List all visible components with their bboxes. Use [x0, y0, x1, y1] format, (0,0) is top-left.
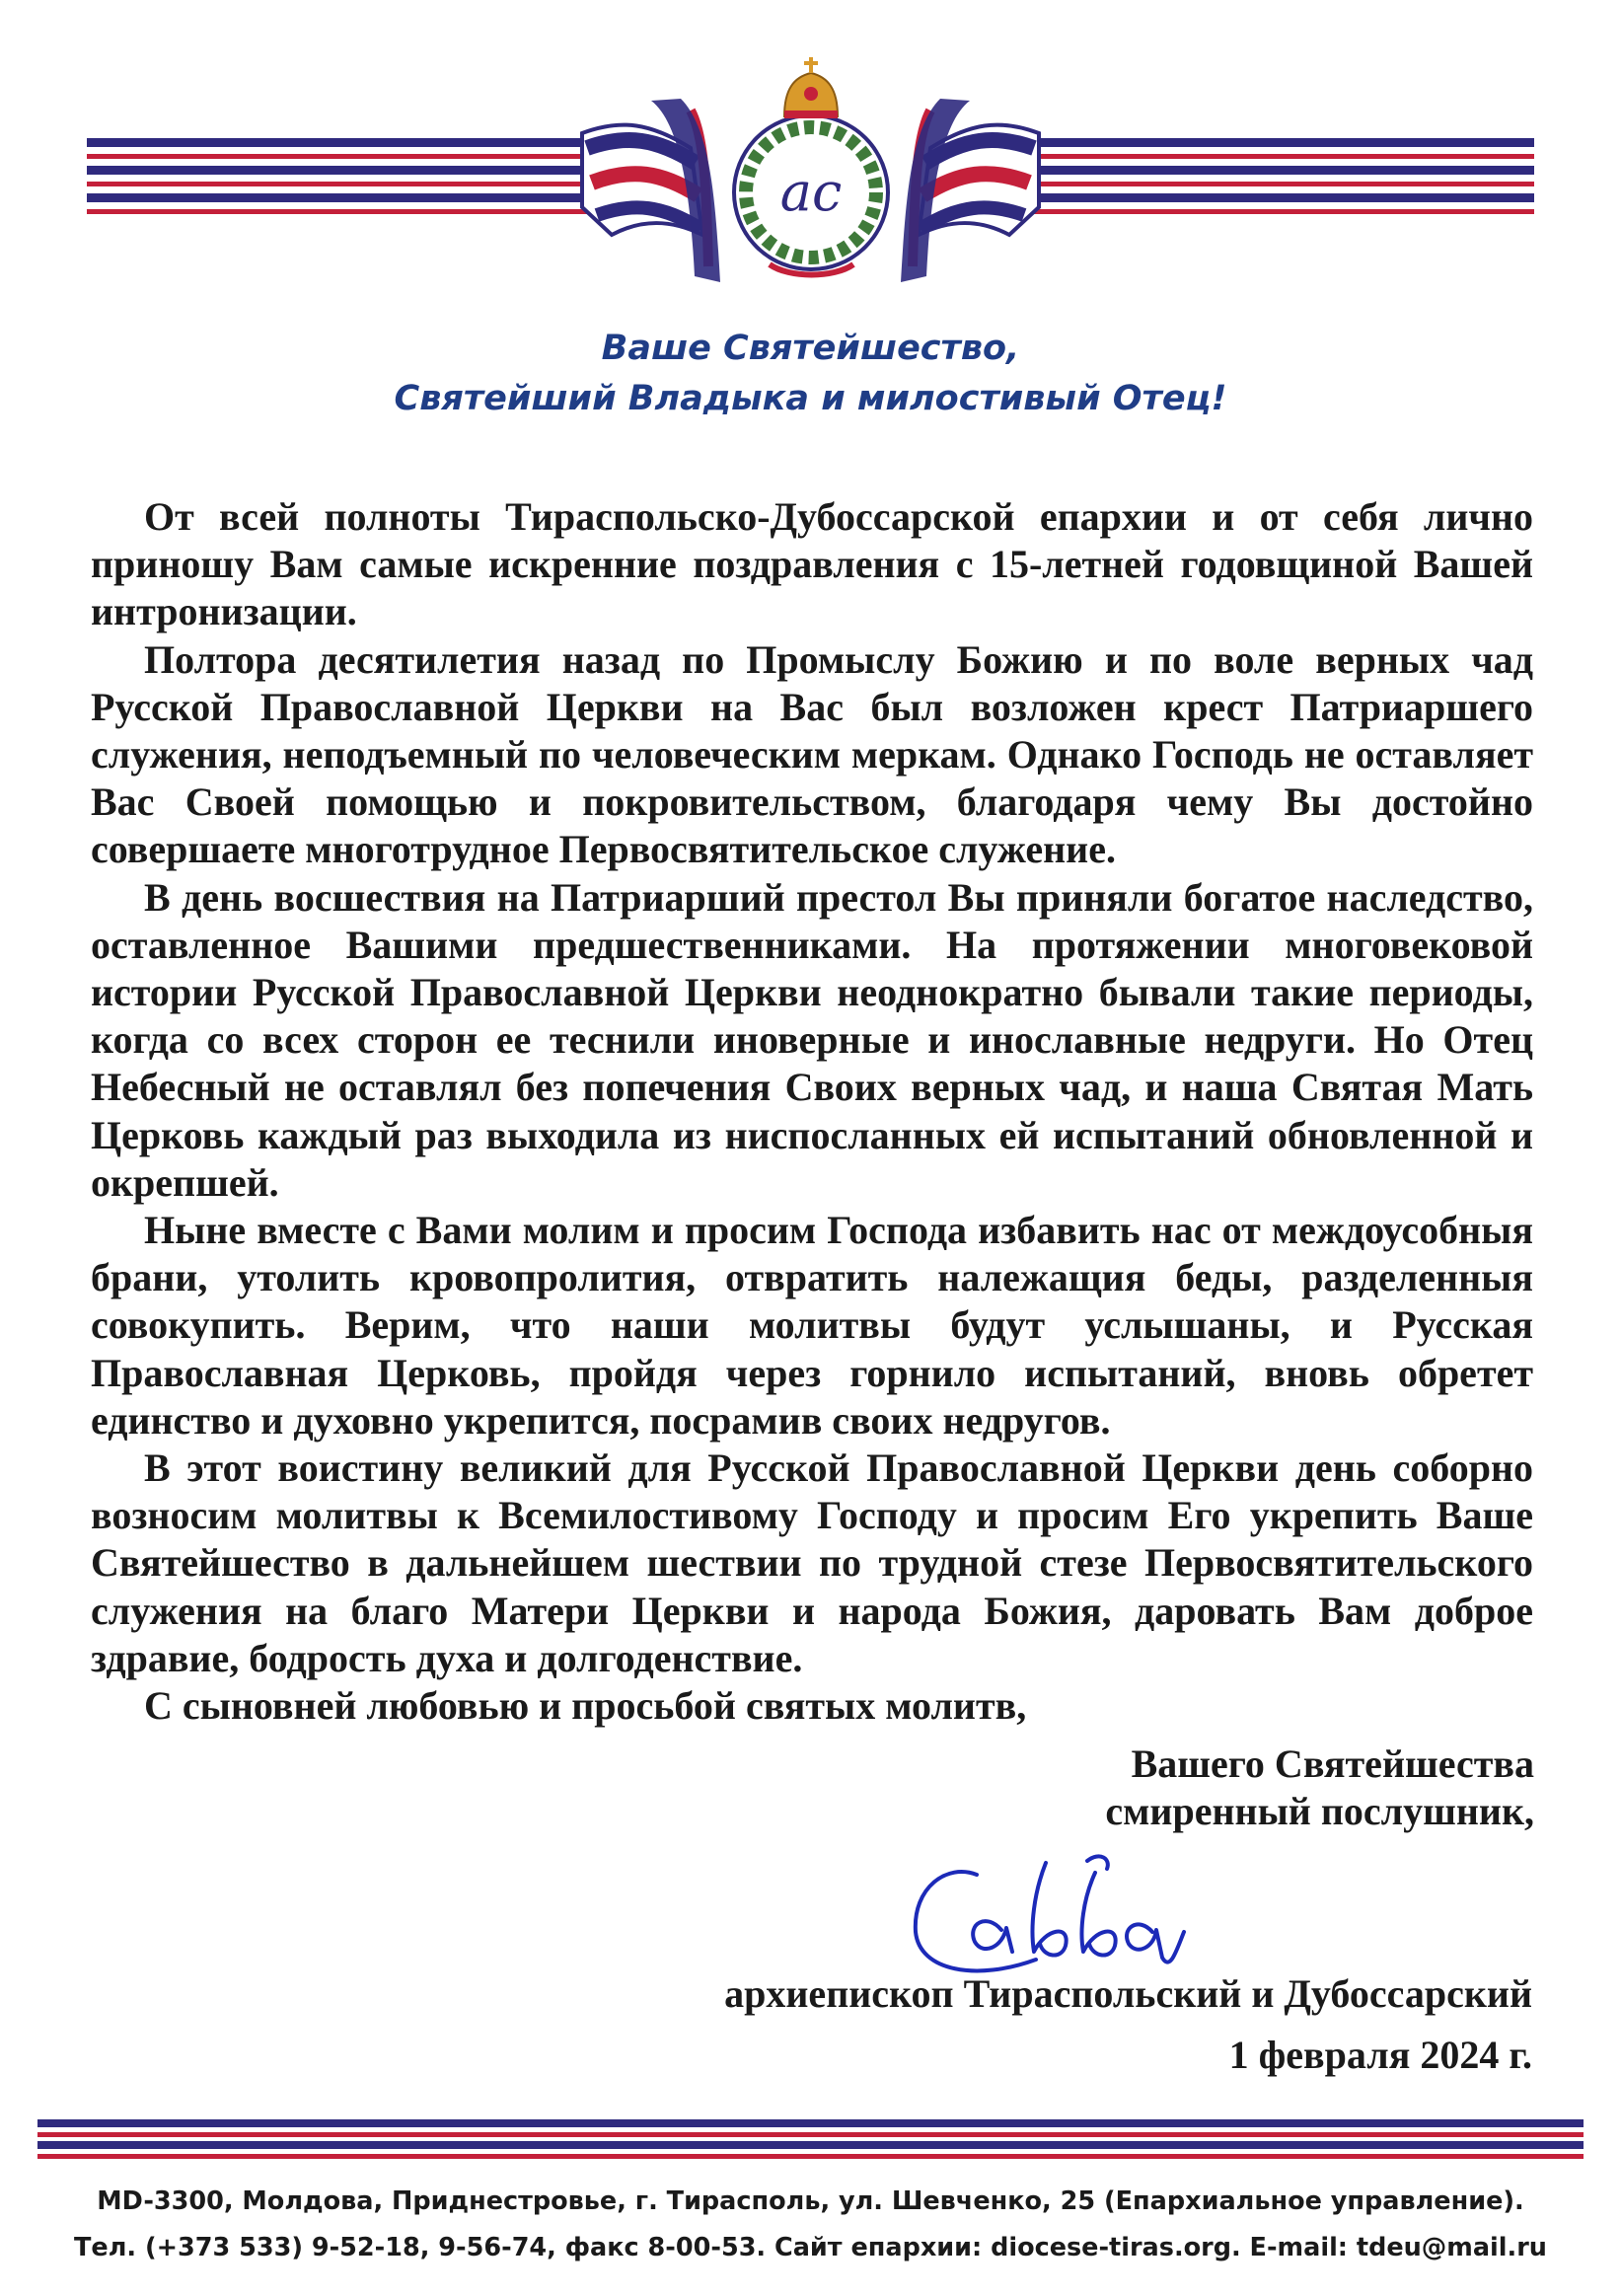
header-stripes-right — [1021, 138, 1534, 214]
paragraph-inheritance: В день восшествия на Патриарший престол Вы приняли богатое наследство, оставленное Вашими предшественниками. На протяжении многовековой истории Русской Православной Церкви неоднократно бывали такие периоды, когда со всех сторон ее теснили иноверные и инославные недруги. Но Отец Небесный не оставлял без попечения Своих верных чад, и наша Святая Мать Церковь каждый раз выходила из ниспосланных ей испытаний обновленной и окрепшей. — [91, 874, 1533, 1205]
closing-formula — [1105, 1741, 1534, 1835]
ribbon-right — [901, 99, 1039, 282]
mitre-icon — [784, 57, 838, 118]
header-stripes-left — [87, 138, 600, 214]
ribbon-left — [582, 99, 720, 282]
footer-stripes — [0, 2119, 1621, 2161]
footer-contacts: Тел. (+373 533) 9-52-18, 9-56-74, факс 8-00-53. Сайт епархии: diocese-tiras.org. E-mail: tdeu@mail.ru — [74, 2233, 1547, 2262]
paragraph-farewell: С сыновней любовью и просьбой святых молитв, — [144, 1683, 1027, 1729]
salutation-line-1: Ваше Святейшество, — [601, 329, 1020, 368]
paragraph-prayer: Ныне вместе с Вами молим и просим Господа избавить нас от междоусобныя брани, утолить кровопролития, отвратить належащия беды, разделенныя совокупить. Верим, что наши молитвы будут услышаны, и Русская Православная Церковь, пройдя через горнило испытаний, вновь обретет единство и духовно укрепится, посрамив своих недругов. — [91, 1208, 1533, 1443]
paragraph-blessing: В этот воистину великий для Русской Православной Церкви день соборно возносим молитвы к Всемилостивому Господу и просим Его укрепить Ваше Святейшество в дальнейшем шествии по трудной стезе Первосвятительского служения на благо Матери Церкви и народа Божия, даровать Вам доброе здравие, бодрость духа и долгоденствие. — [91, 1445, 1533, 1680]
letterhead-footer — [0, 2179, 1621, 2271]
salutation — [0, 324, 1621, 424]
signatory-block — [724, 1963, 1532, 2086]
monogram: ас — [779, 161, 843, 223]
paragraph-patriarchal-service: Полтора десятилетия назад по Промыслу Божию и по воле верных чад Русской Православной Церкви на Вас был возложен крест Патриаршего служения, неподъемный по человеческим меркам. Однако Господь не оставляет Вас Своей помощью и покровительством, благодаря чему Вы достойно совершаете многотрудное Первосвятительское служение. — [91, 636, 1533, 872]
letter-date: 1 февраля 2024 г. — [1228, 2033, 1532, 2077]
closing-line-2: смиренный послушник, — [1105, 1789, 1534, 1833]
signatory-title: архиепископ Тираспольский и Дубоссарский — [724, 1971, 1532, 2016]
footer-address: MD-3300, Молдова, Приднестровье, г. Тирасполь, ул. Шевченко, 25 (Епархиальное управление). — [97, 2186, 1524, 2216]
closing-line-1: Вашего Святейшества — [1131, 1741, 1534, 1786]
diocese-emblem — [0, 0, 1621, 306]
salutation-line-2: Святейший Владыка и милостивый Отец! — [394, 379, 1227, 418]
paragraph-congratulations: От всей полноты Тираспольско-Дубоссарской епархии и от себя лично приношу Вам самые искренние поздравления с 15-летней годовщиной Вашей интронизации. — [91, 494, 1533, 634]
letter-body — [91, 493, 1533, 1730]
